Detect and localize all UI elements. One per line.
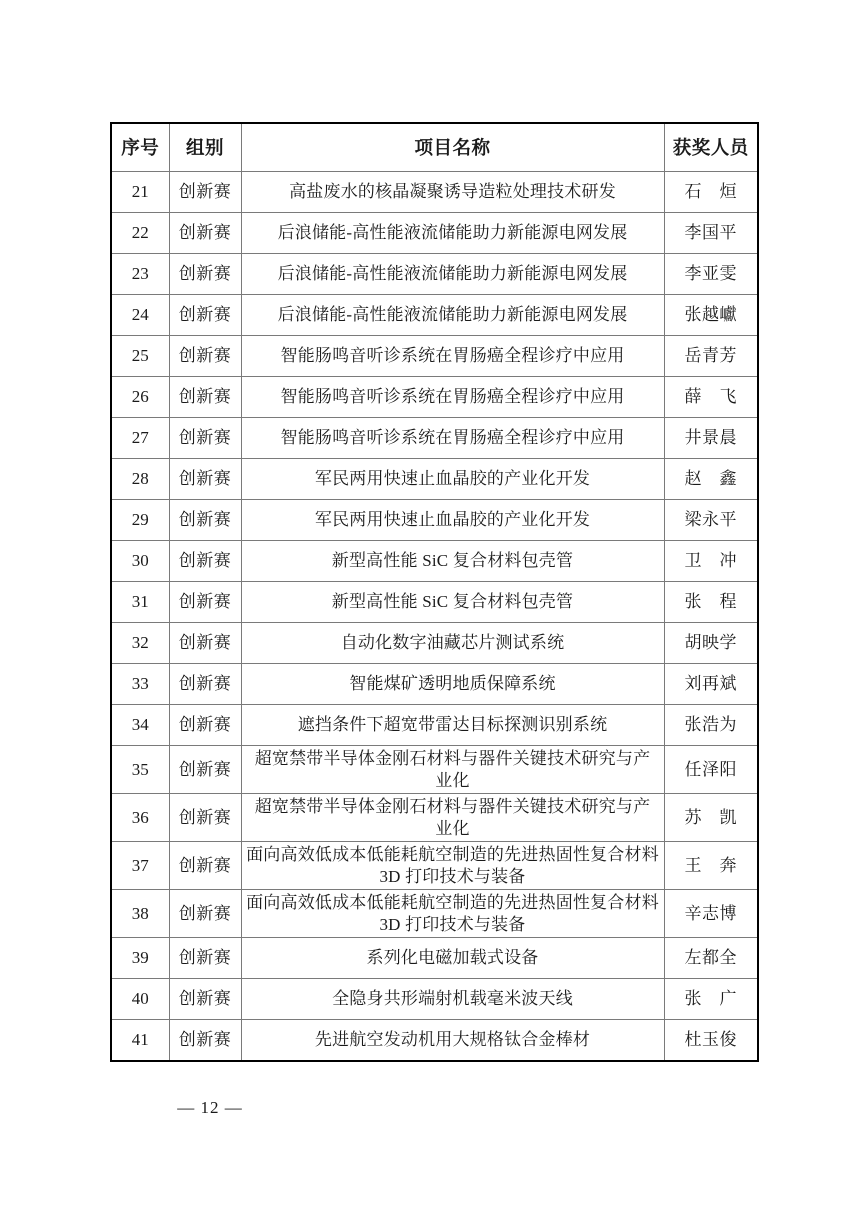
cell-group: 创新赛	[169, 541, 241, 582]
cell-group: 创新赛	[169, 213, 241, 254]
cell-sequence: 23	[111, 254, 169, 295]
cell-project-name	[241, 938, 664, 979]
cell-awardee: 王 奔	[664, 842, 758, 890]
cell-project-name	[241, 336, 664, 377]
cell-awardee: 岳青芳	[664, 336, 758, 377]
project-name-line: 先进航空发动机用大规格钛合金棒材	[314, 1030, 591, 1050]
cell-sequence: 37	[111, 842, 169, 890]
project-name-line: 新型高性能 SiC 复合材料包壳管	[331, 551, 574, 571]
cell-project-name	[241, 500, 664, 541]
award-list-table	[110, 122, 759, 1062]
project-name-line: 新型高性能 SiC 复合材料包壳管	[331, 592, 574, 612]
project-name-line: 后浪储能-高性能液流储能助力新能源电网发展	[277, 264, 628, 284]
cell-sequence: 40	[111, 979, 169, 1020]
cell-group: 创新赛	[169, 500, 241, 541]
cell-group: 创新赛	[169, 979, 241, 1020]
cell-project-name	[241, 377, 664, 418]
table-row	[111, 705, 758, 746]
cell-sequence: 38	[111, 890, 169, 938]
cell-sequence: 29	[111, 500, 169, 541]
cell-sequence: 32	[111, 623, 169, 664]
cell-awardee: 张 程	[664, 582, 758, 623]
cell-awardee: 任泽阳	[664, 746, 758, 794]
project-name-line: 面向高效低成本低能耗航空制造的先进热固性复合材料	[246, 892, 659, 912]
cell-project-name	[241, 459, 664, 500]
cell-project-name	[241, 623, 664, 664]
cell-awardee: 井景晨	[664, 418, 758, 459]
cell-project-name	[241, 746, 664, 794]
cell-sequence: 34	[111, 705, 169, 746]
cell-awardee: 李国平	[664, 213, 758, 254]
cell-group: 创新赛	[169, 746, 241, 794]
cell-project-name	[241, 1020, 664, 1062]
cell-awardee: 刘再斌	[664, 664, 758, 705]
cell-sequence: 26	[111, 377, 169, 418]
table-header-row	[111, 123, 758, 172]
project-name-line: 军民两用快速止血晶胶的产业化开发	[314, 510, 591, 530]
cell-project-name	[241, 664, 664, 705]
table-row	[111, 890, 758, 938]
cell-project-name	[241, 295, 664, 336]
project-name-line: 业化	[435, 770, 470, 790]
cell-sequence: 35	[111, 746, 169, 794]
table-row	[111, 213, 758, 254]
project-name-line: 超宽禁带半导体金刚石材料与器件关键技术研究与产	[254, 796, 651, 816]
table-row	[111, 842, 758, 890]
cell-group: 创新赛	[169, 842, 241, 890]
cell-awardee: 张浩为	[664, 705, 758, 746]
cell-sequence: 22	[111, 213, 169, 254]
project-name-line: 超宽禁带半导体金刚石材料与器件关键技术研究与产	[254, 748, 651, 768]
table-row	[111, 254, 758, 295]
cell-group: 创新赛	[169, 418, 241, 459]
table-row	[111, 1020, 758, 1062]
cell-awardee: 薛 飞	[664, 377, 758, 418]
cell-sequence: 21	[111, 172, 169, 213]
cell-group: 创新赛	[169, 1020, 241, 1062]
cell-sequence: 36	[111, 794, 169, 842]
cell-group: 创新赛	[169, 938, 241, 979]
cell-awardee: 杜玉俊	[664, 1020, 758, 1062]
column-header-project-name: 项目名称	[241, 123, 664, 172]
table-body	[111, 172, 758, 1062]
cell-project-name	[241, 254, 664, 295]
cell-sequence: 24	[111, 295, 169, 336]
cell-awardee: 梁永平	[664, 500, 758, 541]
project-name-line: 军民两用快速止血晶胶的产业化开发	[314, 469, 591, 489]
project-name-line: 自动化数字油藏芯片测试系统	[340, 633, 565, 653]
project-name-line: 智能肠鸣音听诊系统在胃肠癌全程诊疗中应用	[280, 428, 625, 448]
project-name-line: 智能煤矿透明地质保障系统	[349, 674, 556, 694]
table-row	[111, 938, 758, 979]
cell-group: 创新赛	[169, 623, 241, 664]
table-row	[111, 377, 758, 418]
cell-sequence: 25	[111, 336, 169, 377]
cell-group: 创新赛	[169, 705, 241, 746]
project-name-line: 智能肠鸣音听诊系统在胃肠癌全程诊疗中应用	[280, 387, 625, 407]
cell-project-name	[241, 418, 664, 459]
table-row	[111, 664, 758, 705]
cell-group: 创新赛	[169, 890, 241, 938]
cell-awardee: 卫 冲	[664, 541, 758, 582]
table-row	[111, 623, 758, 664]
project-name-line: 3D 打印技术与装备	[379, 866, 526, 886]
cell-project-name	[241, 213, 664, 254]
table-row	[111, 541, 758, 582]
project-name-line: 高盐废水的核晶凝聚诱导造粒处理技术研发	[289, 182, 616, 202]
cell-group: 创新赛	[169, 664, 241, 705]
project-name-line: 面向高效低成本低能耗航空制造的先进热固性复合材料	[246, 844, 659, 864]
column-header-awardee: 获奖人员	[664, 123, 758, 172]
project-name-line: 后浪储能-高性能液流储能助力新能源电网发展	[277, 305, 628, 325]
table-header	[111, 123, 758, 172]
column-header-sequence: 序号	[111, 123, 169, 172]
cell-project-name	[241, 842, 664, 890]
project-name-line: 全隐身共形端射机载毫米波天线	[332, 989, 573, 1009]
table-row	[111, 295, 758, 336]
page-number: — 12 —	[177, 1098, 243, 1117]
cell-group: 创新赛	[169, 794, 241, 842]
cell-project-name	[241, 582, 664, 623]
cell-awardee: 赵 鑫	[664, 459, 758, 500]
project-name-line: 后浪储能-高性能液流储能助力新能源电网发展	[277, 223, 628, 243]
cell-awardee: 左都全	[664, 938, 758, 979]
cell-project-name	[241, 541, 664, 582]
cell-sequence: 33	[111, 664, 169, 705]
table-row	[111, 500, 758, 541]
cell-awardee: 张越巘	[664, 295, 758, 336]
cell-group: 创新赛	[169, 377, 241, 418]
table-row	[111, 746, 758, 794]
cell-awardee: 张 广	[664, 979, 758, 1020]
cell-sequence: 31	[111, 582, 169, 623]
cell-sequence: 28	[111, 459, 169, 500]
cell-sequence: 30	[111, 541, 169, 582]
cell-project-name	[241, 705, 664, 746]
cell-awardee: 苏 凯	[664, 794, 758, 842]
table-row	[111, 582, 758, 623]
cell-sequence: 41	[111, 1020, 169, 1062]
cell-awardee: 胡映学	[664, 623, 758, 664]
cell-project-name	[241, 172, 664, 213]
cell-sequence: 39	[111, 938, 169, 979]
project-name-line: 系列化电磁加载式设备	[366, 948, 539, 968]
project-name-line: 3D 打印技术与装备	[379, 914, 526, 934]
cell-sequence: 27	[111, 418, 169, 459]
cell-group: 创新赛	[169, 582, 241, 623]
table-row	[111, 459, 758, 500]
cell-project-name	[241, 794, 664, 842]
cell-awardee: 辛志博	[664, 890, 758, 938]
cell-group: 创新赛	[169, 336, 241, 377]
project-name-line: 业化	[435, 818, 470, 838]
cell-project-name	[241, 979, 664, 1020]
table-row	[111, 418, 758, 459]
cell-group: 创新赛	[169, 172, 241, 213]
table-row	[111, 172, 758, 213]
cell-group: 创新赛	[169, 295, 241, 336]
cell-group: 创新赛	[169, 254, 241, 295]
table-row	[111, 336, 758, 377]
table-row	[111, 979, 758, 1020]
project-name-line: 智能肠鸣音听诊系统在胃肠癌全程诊疗中应用	[280, 346, 625, 366]
column-header-group: 组别	[169, 123, 241, 172]
table-row	[111, 794, 758, 842]
cell-awardee: 李亚雯	[664, 254, 758, 295]
cell-awardee: 石 烜	[664, 172, 758, 213]
cell-group: 创新赛	[169, 459, 241, 500]
project-name-line: 遮挡条件下超宽带雷达目标探测识别系统	[297, 715, 608, 735]
cell-project-name	[241, 890, 664, 938]
